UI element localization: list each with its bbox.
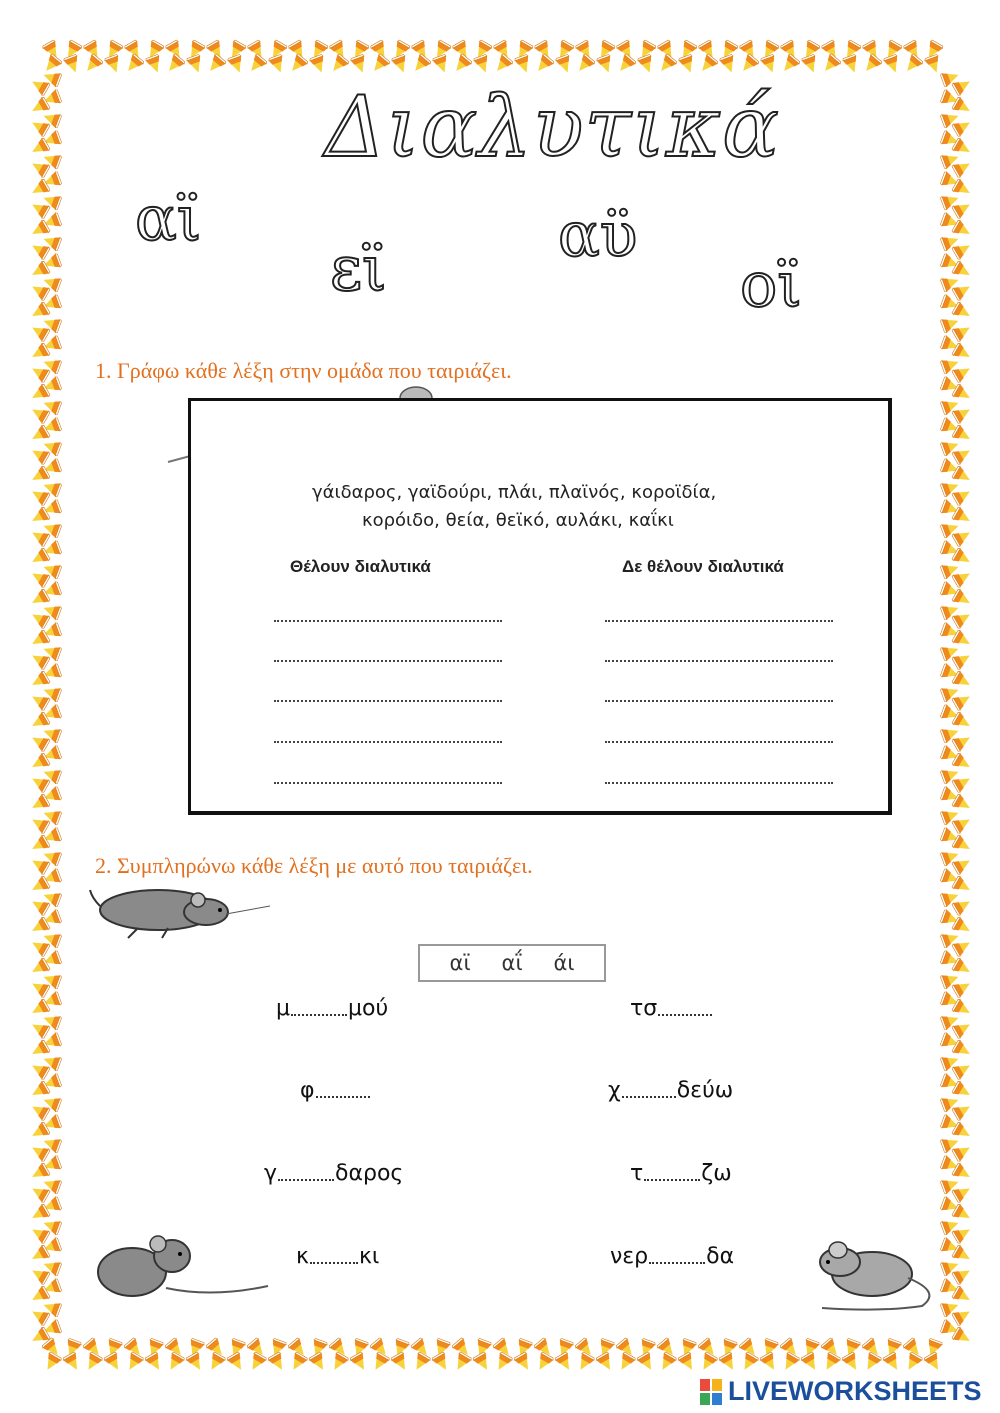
options-box xyxy=(418,944,606,982)
mouse-icon xyxy=(812,1240,962,1320)
answer-line[interactable] xyxy=(605,660,833,662)
mouse-icon xyxy=(92,1228,272,1300)
fill-prefix: κ xyxy=(296,1244,309,1269)
answer-line[interactable] xyxy=(605,782,833,784)
exercise2-instruction: 2. Συμπληρώνω κάθε λέξη με αυτό που ταιριάζει. xyxy=(95,853,533,878)
column-header-without: Δε θέλουν διαλυτικά xyxy=(622,557,784,576)
exercise1-instruction: 1. Γράφω κάθε λέξη στην ομάδα που ταιριάζει. xyxy=(95,358,512,383)
answer-line[interactable] xyxy=(274,741,502,743)
sorting-box xyxy=(188,398,892,815)
fill-item-1 xyxy=(276,996,388,1021)
mouse-icon xyxy=(88,876,273,940)
option-2: αΐ xyxy=(501,951,523,975)
fill-blank[interactable] xyxy=(291,1013,347,1016)
fill-item-7 xyxy=(296,1244,379,1269)
answer-line[interactable] xyxy=(274,660,502,662)
fill-prefix: φ xyxy=(300,1078,315,1103)
fill-prefix: γ xyxy=(264,1161,278,1186)
diaeresis-ay: αϋ xyxy=(558,198,638,271)
answer-line[interactable] xyxy=(274,700,502,702)
fill-suffix: κι xyxy=(358,1244,380,1269)
fill-suffix: ζω xyxy=(701,1161,732,1186)
word-list-line1: γάιδαρος, γαϊδούρι, πλάι, πλαϊνός, κοροϊδία, xyxy=(312,482,717,503)
answer-line[interactable] xyxy=(605,741,833,743)
fill-prefix: μ xyxy=(276,996,290,1021)
answer-line[interactable] xyxy=(605,620,833,622)
column-header-with: Θέλουν διαλυτικά xyxy=(290,557,431,576)
fill-prefix: νερ xyxy=(610,1244,649,1269)
diaeresis-oi: οϊ xyxy=(740,248,802,321)
fill-item-6 xyxy=(630,1161,732,1186)
fill-item-8 xyxy=(610,1244,734,1269)
fill-prefix: τ xyxy=(630,1161,644,1186)
fill-suffix: δα xyxy=(706,1244,735,1269)
fill-item-2 xyxy=(630,996,713,1021)
answer-line[interactable] xyxy=(605,700,833,702)
fill-blank[interactable] xyxy=(644,1178,700,1181)
fill-prefix: χ xyxy=(608,1078,621,1103)
fill-suffix: δαρος xyxy=(335,1161,404,1186)
fill-blank[interactable] xyxy=(622,1095,676,1098)
diaeresis-ai: αϊ xyxy=(135,182,202,255)
logo-text: LIVEWORKSHEETS xyxy=(728,1376,982,1406)
liveworksheets-logo xyxy=(700,1376,982,1407)
fill-suffix: δεύω xyxy=(676,1078,734,1103)
fill-prefix: τσ xyxy=(630,996,658,1021)
fill-item-3 xyxy=(300,1078,371,1103)
fill-blank[interactable] xyxy=(310,1261,358,1264)
answer-line[interactable] xyxy=(274,782,502,784)
fill-blank[interactable] xyxy=(278,1178,334,1181)
option-1: αϊ xyxy=(449,951,471,975)
answer-line[interactable] xyxy=(274,620,502,622)
fill-blank[interactable] xyxy=(316,1095,370,1098)
option-3: άι xyxy=(553,951,575,975)
fill-suffix: μού xyxy=(348,996,389,1021)
fill-item-5 xyxy=(264,1161,403,1186)
fill-blank[interactable] xyxy=(658,1013,712,1016)
logo-icon xyxy=(700,1379,722,1405)
diaeresis-ei: εϊ xyxy=(330,232,387,305)
fill-blank[interactable] xyxy=(649,1261,705,1264)
page-title: Διαλυτικά xyxy=(325,78,780,176)
fill-item-4 xyxy=(608,1078,733,1103)
word-list-line2: κορόιδο, θεία, θεϊκό, αυλάκι, καΐκι xyxy=(362,510,674,531)
